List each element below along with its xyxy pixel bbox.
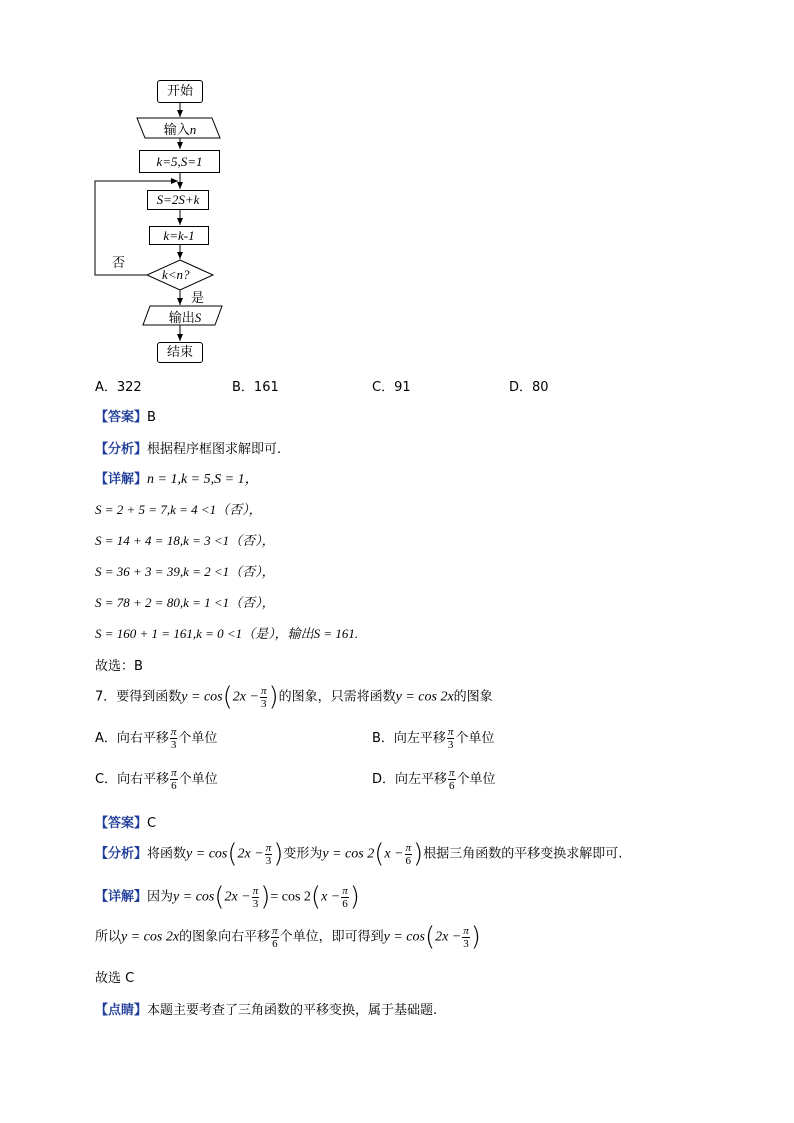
flow-no-label: 否 (112, 256, 126, 271)
q7-option-a: A．向右平移 $\frac{\pi}{3}$ 个单位 (95, 726, 218, 751)
flow-init: k=5,S=1 (139, 150, 220, 173)
q7-option-b: B．向左平移 $\frac{\pi}{3}$ 个单位 (372, 726, 495, 751)
flow-input-label: 输入n (163, 122, 197, 138)
q6-step: S = 160 + 1 = 161,k = 0 <1（是），输出S = 161. (95, 626, 359, 641)
q7-detail: 【详解】因为y = cos(2x − $\frac{\pi}{3}$ )= cos 2(x − $\frac{\pi}{6}$ ) (95, 882, 360, 912)
flow-yes-label: 是 (191, 291, 205, 306)
q6-step: S = 14 + 4 = 18,k = 3 <1（否）， (95, 533, 275, 548)
flow-condition: k<n? (162, 267, 190, 282)
q6-option-c: C．91 (372, 380, 411, 395)
q7-comment: 【点睛】本题主要考查了三角函数的平移变换，属于基础题. (95, 1003, 438, 1018)
q6-analysis: 【分析】根据程序框图求解即可. (95, 442, 282, 457)
q7-option-d: D．向左平移 $\frac{\pi}{6}$ 个单位 (372, 767, 496, 792)
q6-conclusion: 故选：B (95, 659, 143, 674)
q7-option-c: C．向右平移 $\frac{\pi}{6}$ 个单位 (95, 767, 218, 792)
flow-end: 结束 (157, 342, 203, 363)
q6-answer: 【答案】B (95, 410, 156, 425)
q7-conclusion: 故选 C (95, 971, 135, 986)
q6-option-b: B．161 (232, 380, 279, 395)
q7-detail-line2: 所以y = cos 2x的图象向右平移 $\frac{\pi}{6}$ 个单位，即可得到y = cos(2x − $\frac{\pi}{3}$ ) (95, 922, 481, 952)
q7-analysis: 【分析】将函数y = cos(2x − $\frac{\pi}{3}$ )变形为y = cos 2(x − $\frac{\pi}{6}$ )根据三角函数的平移变换求解即可. (95, 839, 623, 869)
flow-output-label: 输出S (168, 310, 202, 326)
q6-step: S = 78 + 2 = 80,k = 1 <1（否）， (95, 595, 275, 610)
q7-stem: 7．要得到函数y = cos(2x − $\frac{\pi}{3}$ )的图象，只需将函数y = cos 2x的图象 (95, 682, 493, 712)
q6-option-a: A．322 (95, 380, 142, 395)
q6-option-d: D．80 (509, 380, 549, 395)
q6-step: S = 36 + 3 = 39,k = 2 <1（否）， (95, 564, 275, 579)
q6-step: S = 2 + 5 = 7,k = 4 <1（否）， (95, 502, 262, 517)
flow-assign-k: k=k-1 (149, 226, 209, 245)
flowchart-lines (0, 0, 794, 380)
q7-answer: 【答案】C (95, 816, 157, 831)
flow-start: 开始 (157, 80, 203, 103)
flow-assign-s: S=2S+k (147, 190, 209, 210)
q6-detail: 【详解】n = 1,k = 5,S = 1， (95, 472, 259, 487)
